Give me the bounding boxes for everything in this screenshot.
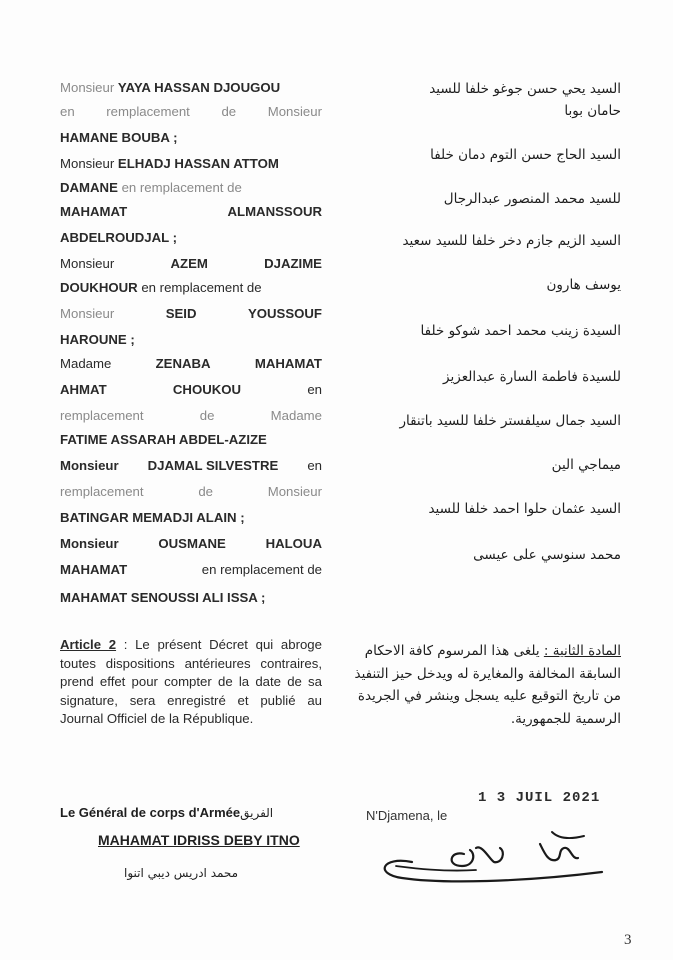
word: remplacement [106,104,190,119]
word: en [307,458,322,473]
word: Madame [60,356,112,371]
date-stamp: 1 3 JUIL 2021 [478,790,601,806]
fr-line [60,354,322,374]
word: Monsieur [60,256,115,271]
word: Monsieur [267,104,322,119]
word: remplacement [60,408,144,423]
person-name: FATIME ASSARAH ABDEL-AZIZE [60,432,267,447]
fr-line [60,380,322,400]
fr-line [60,482,322,502]
ar-line: السيد جمال سيلفستر خلفا للسيد باتنقار [399,413,621,429]
word: YOUSSOUF [247,306,322,321]
fr-line [60,178,322,198]
fr-line [60,102,322,122]
person-name: YAYA HASSAN DJOUGOU [117,80,281,95]
fr-line [60,254,322,274]
article-text: Le présent Décret qui abroge toutes dispositions antérieures contraires, prend effet pour compter de la date de sa signature, sera enregistré et publié au Journal Officiel de la République. [60,637,322,726]
place-date-label: N'Djamena, le [366,808,448,823]
word: DJAZIME [264,256,322,271]
article-text: يلغى هذا المرسوم كافة الاحكام السابقة المخالفة والمغايرة له ويدخل حيز التنفيذ من تاريخ التوقيع عليه يسجل وينشر في الجريدة الرسمية للجمهورية. [354,643,621,727]
word: en remplacement de [141,280,262,295]
word: en remplacement de [201,562,322,577]
ar-line: حامان بوبا [564,103,621,119]
word: de [198,484,213,499]
word: ALMANSSOUR [227,204,322,219]
title-word: Monsieur [60,80,115,95]
ar-line: السيد عثمان حلوا احمد خلفا للسيد [428,501,621,517]
fr-line [60,406,322,426]
signatory-name-arabic: محمد ادريس ديبي اتنوا [124,866,239,880]
rank-french: Le Général de corps d'Armée [60,805,241,820]
word: AHMAT [60,382,107,397]
ar-line: السيد الزيم جازم دخر خلفا للسيد سعيد [402,233,621,249]
signatory-name-french: MAHAMAT IDRISS DEBY ITNO [98,832,300,848]
signatory-rank [60,804,273,822]
page-number: 3 [624,932,632,948]
article-2-french [60,636,322,729]
rank-arabic: الفريق [240,806,274,820]
word: remplacement [60,484,144,499]
fr-line [60,202,322,222]
fr-line [60,456,322,476]
word: SEID [165,306,197,321]
fr-line [60,560,322,580]
word: CHOUKOU [172,382,242,397]
ar-line: محمد سنوسي على عيسى [473,547,621,563]
word: HALOUA [265,536,322,551]
article-2-arabic [353,640,621,730]
word: Monsieur [60,536,119,551]
ar-line: ميماجي الين [551,457,621,473]
person-name: DOUKHOUR [60,280,138,295]
person-name: DAMANE [60,180,118,195]
article-label: المادة الثانية : [543,643,621,659]
ar-line: للسيدة فاطمة السارة عبدالعزيز [443,369,621,385]
fr-line [60,154,322,174]
person-name: ELHADJ HASSAN ATTOM [117,156,279,171]
fr-line [60,278,322,298]
ar-line: للسيد محمد المنصور عبدالرجال [443,191,621,207]
article-label: Article 2 [60,637,117,652]
person-name: MAHAMAT SENOUSSI ALI ISSA ; [60,590,266,605]
fr-line [60,78,322,98]
person-name: HAMANE BOUBA ; [60,130,178,145]
person-name: HAROUNE ; [60,332,135,347]
word: MAHAMAT [254,356,322,371]
fr-line [60,304,322,324]
ar-line: السيد يحي حسن جوغو خلفا للسيد [429,81,621,97]
word: Monsieur [267,484,322,499]
word: en [307,382,322,397]
ar-line: السيدة زينب محمد احمد شوكو خلفا [420,323,621,339]
fr-line [60,534,322,554]
word: Monsieur [60,306,115,321]
word: OUSMANE [158,536,226,551]
handwritten-signature [372,826,622,888]
word: en [60,104,75,119]
article-separator: : [116,637,136,652]
ar-line: يوسف هارون [546,277,621,293]
person-name: BATINGAR MEMADJI ALAIN ; [60,510,245,525]
word: ZENABA [155,356,211,371]
ar-line: السيد الحاج حسن التوم دمان خلفا [430,147,621,163]
word: AZEM [170,256,208,271]
person-name: ABDELROUDJAL ; [60,230,177,245]
person-name: MAHAMAT [60,562,128,577]
word: Monsieur [60,458,119,473]
word: MAHAMAT [60,204,128,219]
word: de [199,408,215,423]
title-word: Monsieur [60,156,115,171]
person-name: DJAMAL SILVESTRE [147,458,279,473]
word: en remplacement de [121,180,242,195]
word: Madame [270,408,322,423]
word: de [221,104,237,119]
